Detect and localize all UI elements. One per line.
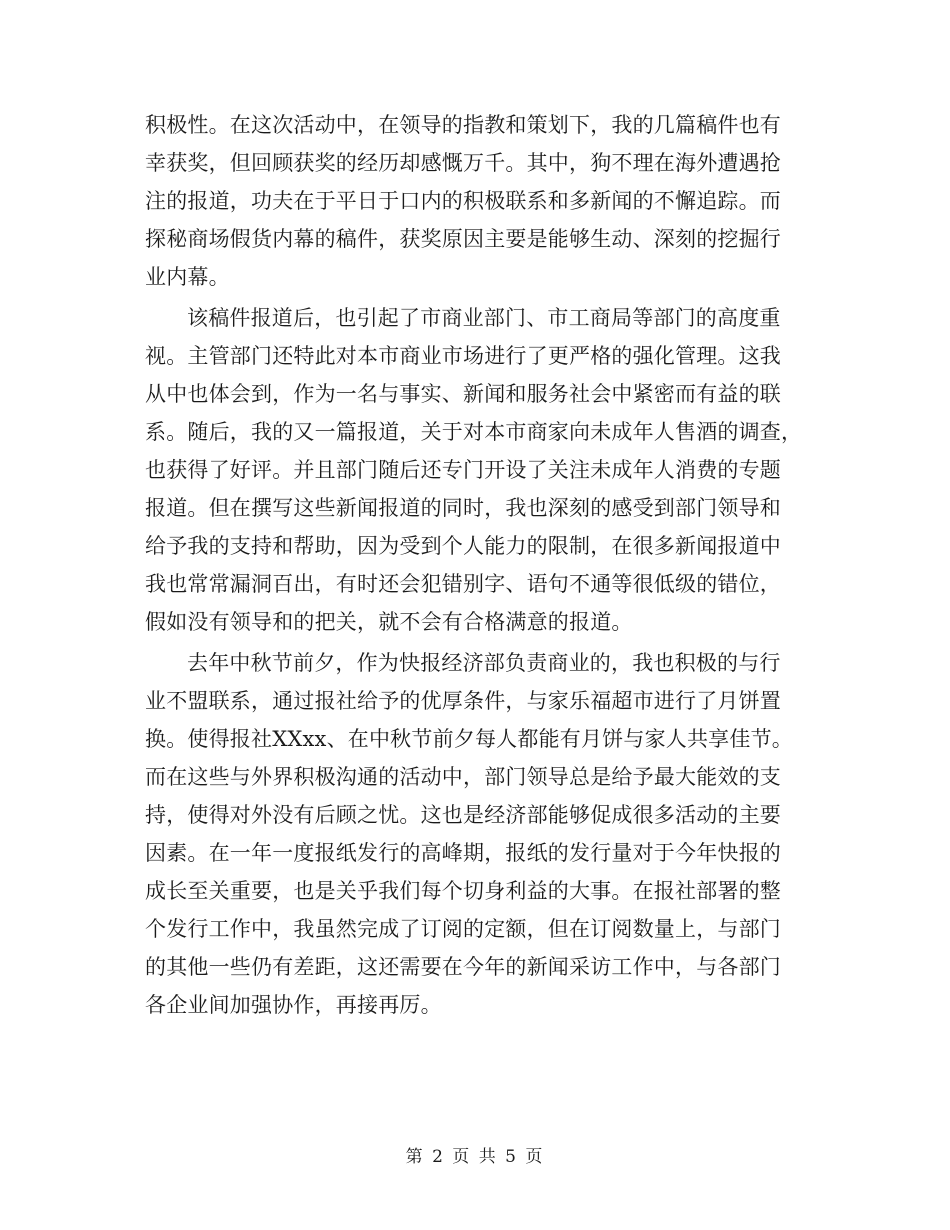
- page-number-footer: 第 2 页 共 5 页: [405, 1147, 545, 1167]
- paragraph-start-line: 该稿件报道后，也引起了市商业部门、市工商局等部门的高度重: [187, 306, 781, 330]
- text-line: 业内幕。: [145, 265, 230, 289]
- text-line: 个发行工作中，我虽然完成了订阅的定额，但在订阅数量上，与部门: [145, 917, 781, 941]
- text-line: 探秘商场假货内幕的稿件，获奖原因主要是能够生动、深刻的挖掘行: [145, 227, 781, 251]
- text-line: 也获得了好评。并且部门随后还专门开设了关注未成年人消费的专题: [145, 458, 781, 482]
- text-line: 各企业间加强协作，再接再厉。: [145, 993, 442, 1017]
- text-line: 系。随后，我的又一篇报道，关于对本市商家向未成年人售酒的调查，: [145, 420, 803, 444]
- document-body: [145, 106, 810, 1024]
- text-line: 换。使得报社XXxx、在中秋节前夕每人都能有月饼与家人共享佳节。: [145, 727, 793, 751]
- paragraph-start-line: 去年中秋节前夕，作为快报经济部负责商业的，我也积极的与行: [187, 651, 781, 675]
- text-line: 给予我的支持和帮助，因为受到个人能力的限制，在很多新闻报道中: [145, 534, 781, 558]
- text-line: 成长至关重要，也是关乎我们每个切身利益的大事。在报社部署的整: [145, 879, 781, 903]
- text-line: 持，使得对外没有后顾之忧。这也是经济部能够促成很多活动的主要: [145, 803, 781, 827]
- text-line: 业不盟联系，通过报社给予的优厚条件，与家乐福超市进行了月饼置: [145, 689, 781, 713]
- text-line: 的其他一些仍有差距，这还需要在今年的新闻采访工作中，与各部门: [145, 955, 781, 979]
- text-line: 视。主管部门还特此对本市商业市场进行了更严格的强化管理。这我: [145, 344, 781, 368]
- text-line: 幸获奖，但回顾获奖的经历却感慨万千。其中，狗不理在海外遭遇抢: [145, 151, 781, 175]
- text-line: 假如没有领导和的把关，就不会有合格满意的报道。: [145, 610, 633, 634]
- text-line: 注的报道，功夫在于平日于口内的积极联系和多新闻的不懈追踪。而: [145, 189, 781, 213]
- text-line: 而在这些与外界积极沟通的活动中，部门领导总是给予最大能效的支: [145, 765, 781, 789]
- text-line: 从中也体会到，作为一名与事实、新闻和服务社会中紧密而有益的联: [145, 382, 781, 406]
- text-line: 因素。在一年一度报纸发行的高峰期，报纸的发行量对于今年快报的: [145, 841, 781, 865]
- text-line: 报道。但在撰写这些新闻报道的同时，我也深刻的感受到部门领导和: [145, 496, 781, 520]
- text-line: 我也常常漏洞百出，有时还会犯错别字、语句不通等很低级的错位，: [145, 572, 781, 596]
- text-line: 积极性。在这次活动中，在领导的指教和策划下，我的几篇稿件也有: [145, 113, 781, 137]
